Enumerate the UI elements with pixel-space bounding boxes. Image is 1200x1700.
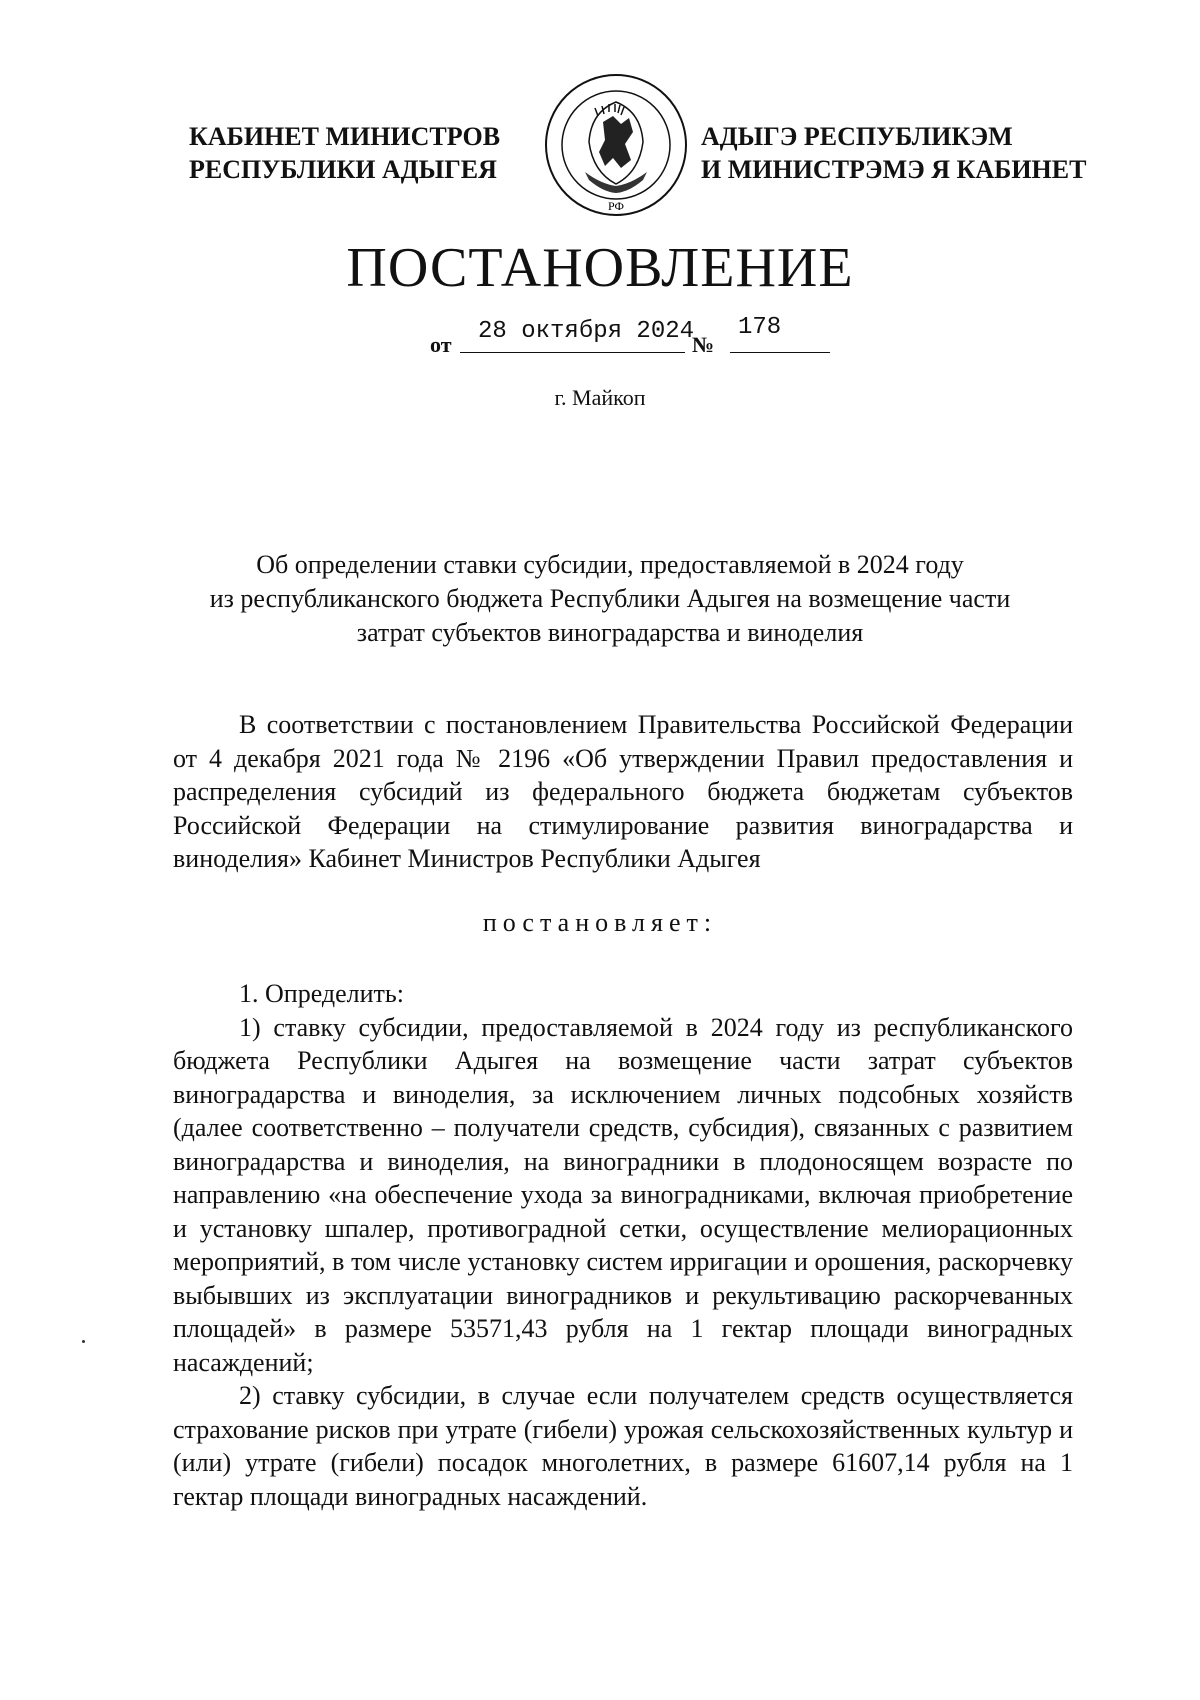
subject-line: из республиканского бюджета Республики Адыгея на возмещение части [209, 584, 1011, 613]
issuer-name-russian [189, 120, 519, 186]
date-number-row [430, 310, 870, 356]
subject-line: затрат субъектов виноградарства и виноделия [356, 618, 864, 647]
document-subject [170, 548, 1050, 650]
date-value: 28 октября 2024 [478, 318, 695, 345]
preamble-text: В соответствии с постановлением Правительства Российской Федерации от 4 декабря 2021 года № 2196 «Об утверждении Правил предоставления и распределения субсидий из федерального бюджета бюджетам субъектов Российской Федерации на стимулирование развития виноградарства и виноделия» Кабинет Министров Республики Адыгея [173, 710, 1073, 873]
issuer-name-line: АДЫГЭ РЕСПУБЛИКЭМ [701, 122, 1013, 151]
number-underline [730, 352, 830, 353]
issuer-name-line: КАБИНЕТ МИНИСТРОВ [189, 122, 501, 151]
preamble-paragraph [173, 708, 1073, 876]
issuer-name-line: РЕСПУБЛИКИ АДЫГЕЯ [189, 155, 497, 184]
item-paragraph: 1) ставку субсидии, предоставляемой в 2024 году из республиканского бюджета Республики Адыгея на возмещение части затрат субъектов виноградарства и виноделия, за исключением личных подсобных хозяйств (далее соответственно – получатели средств, субсидия), связанных с развитием виноградарства и виноделия, на виноградники в плодоносящем возрасте по направлению «на обеспечение ухода за виноградниками, включая приобретение и установку шпалер, противоградной сетки, осуществление мелиорационных мероприятий, в том числе установку систем ирригации и орошения, раскорчевку выбывших из эксплуатации виноградников и рекультивацию раскорчеванных площадей» в размере 53571,43 рубля на 1 гектар площади виноградных насаждений; [173, 1012, 1073, 1377]
item-paragraph: 2) ставку субсидии, в случае если получателем средств осуществляется страхование рисков при утрате (гибели) урожая сельскохозяйственных культур и (или) утрате (гибели) посадок многолетних, в размере 61607,14 рубля на 1 гектар площади виноградных насаждений. [173, 1381, 1073, 1511]
subject-line: Об определении ставки субсидии, предоставляемой в 2024 году [256, 550, 964, 579]
coat-of-arms-emblem [543, 72, 689, 218]
number-label: № [692, 332, 715, 357]
number-value: 178 [738, 314, 782, 341]
city: г. Майкоп [554, 385, 646, 410]
item-heading: 1. Определить: [239, 979, 404, 1008]
document-title: ПОСТАНОВЛЕНИЕ [346, 237, 854, 299]
resolution-items [173, 977, 1073, 1513]
date-underline [460, 352, 685, 353]
issuer-name-adyghe [701, 120, 1121, 186]
date-label: от [430, 332, 452, 357]
decree-word: постановляет: [482, 908, 718, 937]
issuer-name-line: И МИНИСТРЭМЭ Я КАБИНЕТ [701, 155, 1087, 184]
emblem-bottom-text: РФ [608, 199, 624, 213]
scan-speck [82, 1340, 85, 1343]
